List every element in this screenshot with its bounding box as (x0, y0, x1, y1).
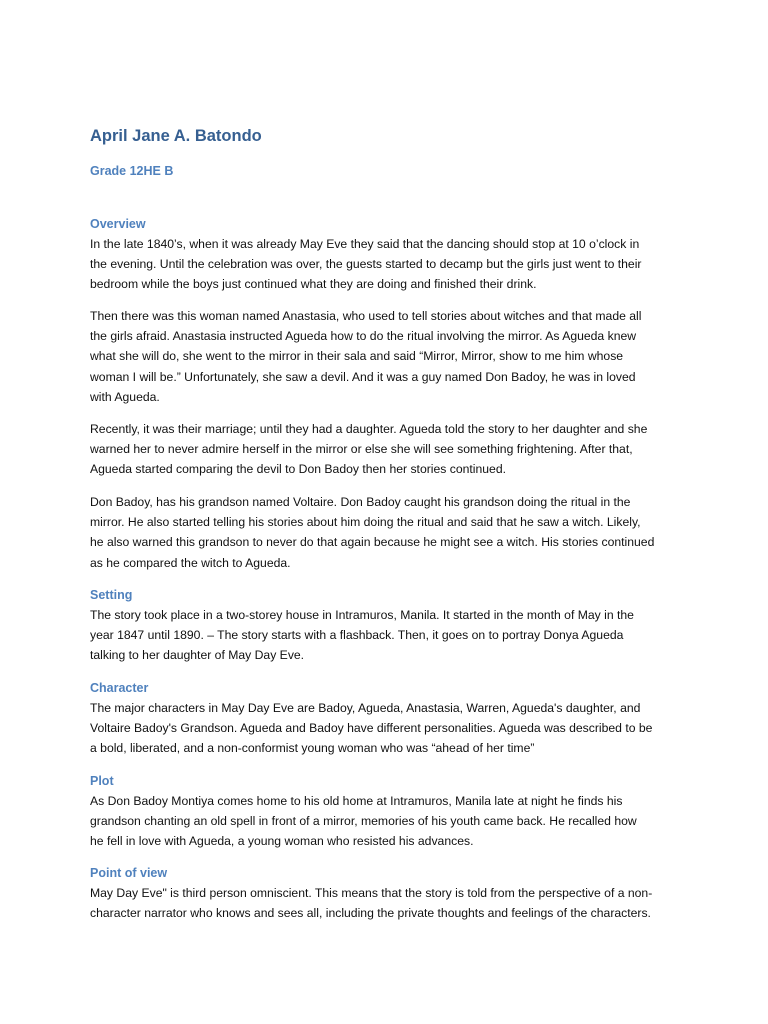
text-line: with Agueda. (90, 389, 160, 404)
grade-label: Grade 12HE B (90, 164, 174, 178)
point-of-view-paragraph (90, 883, 690, 923)
text-line: The story took place in a two-storey house in Intramuros, Manila. It started in the month of May in the (90, 608, 634, 622)
overview-paragraph-3 (90, 419, 690, 480)
text-line: The major characters in May Day Eve are Badoy, Agueda, Anastasia, Warren, Agueda's daughter, and (90, 701, 641, 715)
text-line: he fell in love with Agueda, a young woman who resisted his advances. (90, 834, 474, 849)
text-line: Then there was this woman named Anastasia, who used to tell stories about witches and that made all (90, 309, 642, 323)
text-line: he also warned this grandson to never do that again because he might see a witch. His stories continued (90, 535, 655, 550)
text-line: In the late 1840’s, when it was already May Eve they said that the dancing should stop at 10 o’clock in (90, 237, 640, 251)
text-line: Voltaire Badoy's Grandson. Agueda and Badoy have different personalities. Agueda was described to be (90, 721, 653, 736)
text-line: bedroom while the boys just continued what they are doing and finished their drink. (90, 277, 537, 292)
text-line: Agueda started comparing the devil to Don Badoy then her stories continued. (90, 462, 506, 477)
text-line: a bold, liberated, and a non-conformist young woman who was “ahead of her time” (90, 741, 535, 756)
text-line: year 1847 until 1890. – The story starts with a flashback. Then, it goes on to portray Donya Agueda (90, 628, 624, 643)
setting-heading: Setting (90, 588, 133, 602)
setting-paragraph (90, 605, 690, 666)
plot-heading: Plot (90, 774, 114, 788)
point-of-view-heading: Point of view (90, 866, 168, 880)
overview-paragraph-4 (90, 492, 690, 573)
text-line: what she will do, she went to the mirror in their sala and said “Mirror, Mirror, show to me him whose (90, 349, 624, 364)
character-paragraph (90, 698, 690, 759)
text-line: woman I will be.” Unfortunately, she saw a devil. And it was a guy named Don Badoy, he was in loved (90, 369, 636, 384)
text-line: Don Badoy, has his grandson named Voltaire. Don Badoy caught his grandson doing the ritual in the (90, 495, 631, 509)
text-line: grandson chanting an old spell in front of a mirror, memories of his youth came back. He recalled how (90, 814, 637, 829)
overview-paragraph-1 (90, 234, 690, 295)
text-line: as he compared the witch to Agueda. (90, 555, 291, 570)
text-line: the girls afraid. Anastasia instructed Agueda how to do the ritual involving the mirror. As Agueda knew (90, 329, 637, 344)
text-line: mirror. He also started telling his stories about him doing the ritual and said that he saw a witch. Likely, (90, 515, 641, 530)
text-line: May Day Eve" is third person omniscient. This means that the story is told from the perspective of a non- (90, 886, 653, 900)
text-line: Recently, it was their marriage; until they had a daughter. Agueda told the story to her daughter and she (90, 422, 648, 436)
text-line: As Don Badoy Montiya comes home to his old home at Intramuros, Manila late at night he finds his (90, 794, 623, 808)
author-name: April Jane A. Batondo (90, 127, 262, 145)
text-line: character narrator who knows and sees all, including the private thoughts and feelings of the characters. (90, 906, 651, 921)
overview-paragraph-2 (90, 306, 690, 407)
overview-heading: Overview (90, 217, 146, 231)
plot-paragraph (90, 791, 690, 852)
text-line: warned her to never admire herself in the mirror or else she will see something frightening. After that, (90, 442, 633, 457)
text-line: the evening. Until the celebration was over, the guests started to decamp but the girls just went to their (90, 257, 642, 272)
character-heading: Character (90, 681, 149, 695)
text-line: talking to her daughter of May Day Eve. (90, 648, 305, 663)
